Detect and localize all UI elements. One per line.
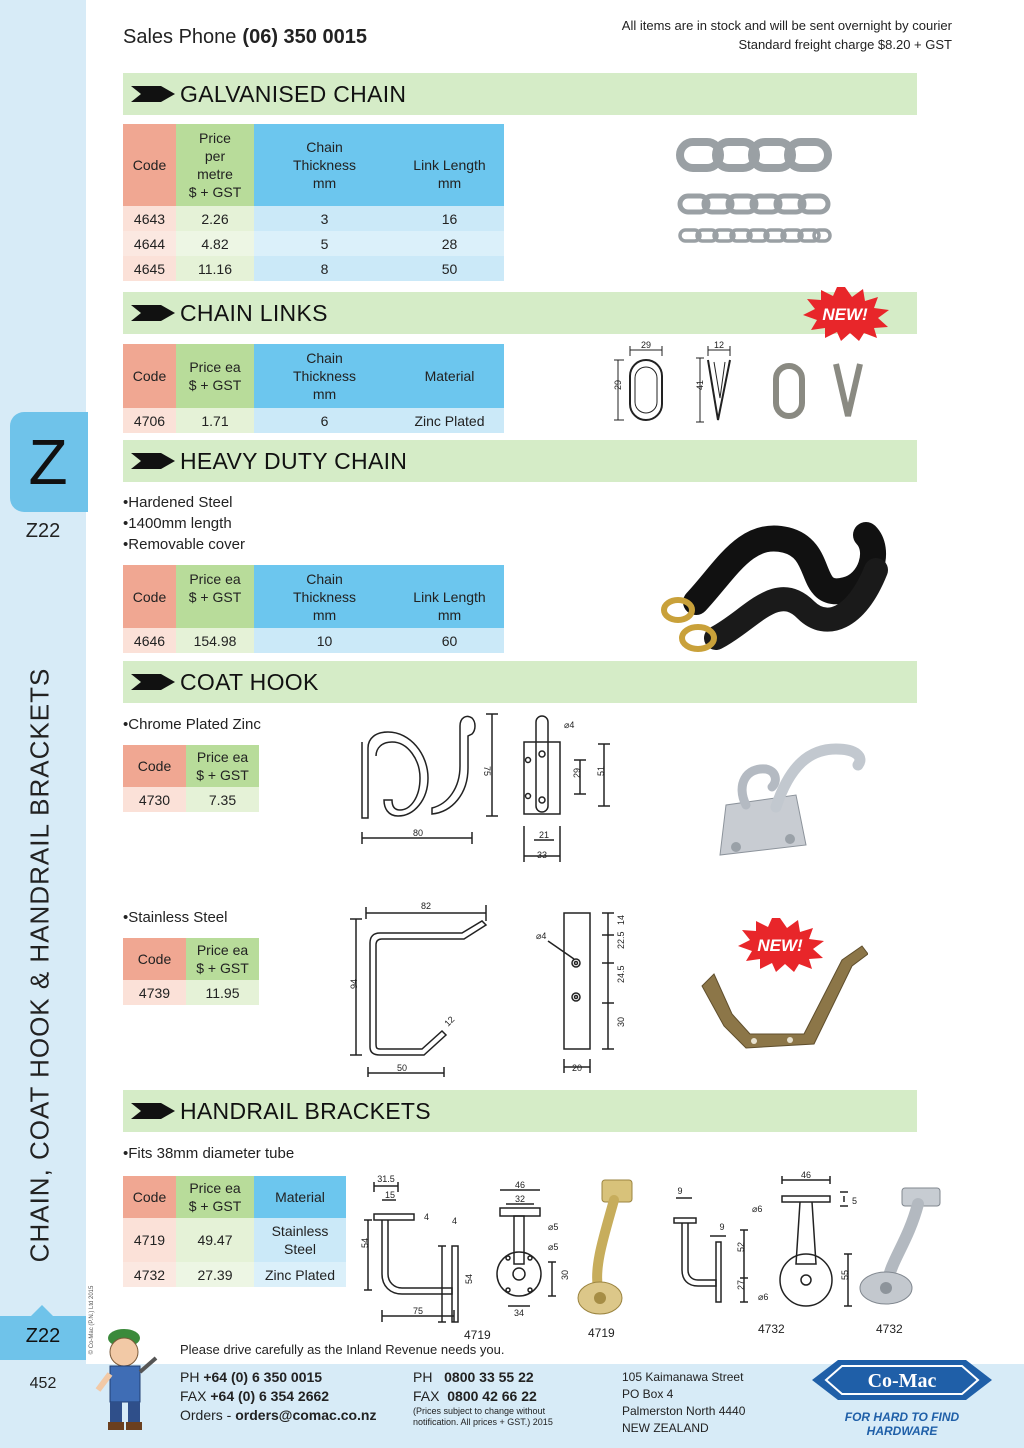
dim-label: 29 — [572, 767, 582, 778]
dim-label: 30 — [560, 1269, 570, 1280]
cell-link-length: 50 — [395, 256, 504, 281]
coat-hook-stainless-drawing — [340, 895, 640, 1077]
copyright-text: © Co-Mac (P.N.) Ltd 2015 — [89, 1285, 95, 1355]
col-price: Price ea $ + GST — [176, 1176, 254, 1218]
heavy-duty-features — [123, 492, 245, 555]
dim-label: 15 — [384, 1190, 396, 1200]
coat-hook-zinc-drawing — [348, 708, 618, 864]
col-material: Material — [395, 344, 504, 408]
dim-label: 46 — [800, 1170, 812, 1180]
dim-label: 80 — [412, 828, 424, 838]
table-row[interactable] — [123, 231, 504, 256]
table-row[interactable] — [123, 787, 259, 812]
page-number: 452 — [29, 1375, 57, 1392]
cell-material: Zinc Plated — [395, 408, 504, 433]
arrow-icon — [131, 86, 175, 102]
dim-label: 33 — [536, 850, 548, 860]
mascot-icon — [90, 1322, 162, 1432]
arrow-icon — [131, 1103, 175, 1119]
dim-label: ⌀5 — [548, 1222, 559, 1232]
dim-label: 9 — [719, 1222, 725, 1232]
dim-label: ⌀4 — [564, 720, 575, 730]
cell-code: 4643 — [123, 206, 176, 231]
section-bar-galvanised — [123, 73, 917, 115]
arrow-icon — [131, 453, 175, 469]
coat-hook-stainless-table — [123, 938, 259, 1005]
feature-item: • 1400mm length — [123, 513, 245, 534]
cell-code: 4730 — [123, 787, 186, 812]
cell-price: 11.95 — [186, 980, 259, 1005]
cell-code: 4645 — [123, 256, 176, 281]
fax2-number[interactable]: 0800 42 66 22 — [447, 1388, 537, 1404]
sidebar-title-text: CHAIN, COAT HOOK & HANDRAIL BRACKETS — [24, 667, 55, 1263]
chain-links-drawing — [604, 338, 874, 428]
dim-label: 29 — [613, 379, 623, 390]
cell-price: 154.98 — [176, 628, 254, 653]
dim-label: 14 — [616, 914, 626, 925]
col-price: Price ea $ + GST — [186, 745, 259, 787]
cell-code: 4706 — [123, 408, 176, 433]
dim-label: ⌀4 — [536, 931, 547, 941]
col-code: Code — [123, 938, 186, 980]
col-thickness: Chain Thickness mm — [254, 565, 395, 628]
ph2-label: PH — [413, 1369, 433, 1385]
cell-thickness: 8 — [254, 256, 395, 281]
cell-code: 4719 — [123, 1218, 176, 1262]
dim-label: 24.5 — [616, 965, 626, 983]
feature-item: • Removable cover — [123, 534, 245, 555]
handrail-4719-photo — [574, 1176, 644, 1322]
bottom-code: Z22 — [25, 1325, 61, 1347]
caption-4719-drawing: 4719 — [464, 1328, 491, 1342]
dim-label: 5 — [852, 1196, 858, 1206]
dim-label: 20 — [571, 1063, 583, 1073]
dim-label: 55 — [840, 1269, 850, 1280]
notice-line-2: Standard freight charge $8.20 + GST — [738, 37, 952, 52]
cell-thickness: 10 — [254, 628, 395, 653]
section-bar-coat-hook — [123, 661, 917, 703]
new-badge-label: NEW! — [822, 305, 868, 324]
cell-code: 4646 — [123, 628, 176, 653]
cell-price: 4.82 — [176, 231, 254, 256]
col-code: Code — [123, 124, 176, 206]
heavy-duty-table — [123, 565, 504, 653]
dim-label: 54 — [360, 1237, 370, 1248]
cell-code: 4732 — [123, 1262, 176, 1287]
dim-value: 4 — [569, 720, 575, 730]
logo-text: Co-Mac — [867, 1370, 937, 1392]
cell-price: 11.16 — [176, 256, 254, 281]
heavy-duty-chain-photo — [656, 510, 888, 656]
cell-code: 4644 — [123, 231, 176, 256]
col-link-length: Link Length mm — [395, 565, 504, 628]
arrow-icon — [131, 305, 175, 321]
new-badge-label: NEW! — [757, 936, 803, 955]
dim-label: 30 — [616, 1016, 626, 1027]
shipping-notice — [622, 16, 952, 54]
cell-price: 27.39 — [176, 1262, 254, 1287]
dim-label: 34 — [513, 1308, 525, 1318]
galvanised-chain-photo — [676, 132, 836, 250]
dim-label: 29 — [640, 340, 652, 350]
notice-line-1: All items are in stock and will be sent overnight by courier — [621, 18, 952, 33]
table-row[interactable] — [123, 628, 504, 653]
col-code: Code — [123, 1176, 176, 1218]
table-row[interactable] — [123, 408, 504, 433]
fax2-label: FAX — [413, 1388, 440, 1404]
coat-hook-zinc-feature — [123, 714, 261, 735]
cell-price: 2.26 — [176, 206, 254, 231]
col-price: Price per metre $ + GST — [176, 124, 254, 206]
cell-thickness: 5 — [254, 231, 395, 256]
price-note: (Prices subject to change without notification. All prices + GST.) 2015 — [413, 1406, 553, 1427]
dim-value: 5 — [553, 1222, 559, 1232]
col-material: Material — [254, 1176, 346, 1218]
galvanised-table — [123, 124, 504, 281]
sales-phone-number[interactable]: (06) 350 0015 — [242, 26, 367, 48]
handrail-4732-photo — [856, 1182, 948, 1312]
section-title: GALVANISED CHAIN — [180, 81, 407, 107]
handrail-4732-drawing — [668, 1170, 868, 1320]
dim-value: 5 — [553, 1242, 559, 1252]
address-line: NEW ZEALAND — [622, 1421, 709, 1435]
coat-hook-stainless-photo — [692, 940, 868, 1072]
col-thickness: Chain Thickness mm — [254, 344, 395, 408]
fax-number[interactable]: +64 (0) 6 354 2662 — [210, 1388, 330, 1404]
footer-address — [622, 1369, 745, 1437]
dim-label: 75 — [412, 1306, 424, 1316]
orders-email[interactable]: orders@comac.co.nz — [235, 1407, 377, 1423]
coat-hook-zinc-table — [123, 745, 259, 812]
orders-label: Orders - — [180, 1407, 232, 1423]
table-row[interactable] — [123, 1262, 346, 1287]
dim-label: 4 — [424, 1212, 430, 1222]
cell-price: 1.71 — [176, 408, 254, 433]
dim-label: 9 — [677, 1186, 683, 1196]
cell-link-length: 60 — [395, 628, 504, 653]
col-price: Price ea $ + GST — [176, 565, 254, 628]
col-thickness: Chain Thickness mm — [254, 124, 395, 206]
section-title: CHAIN LINKS — [180, 300, 328, 326]
chain-links-table — [123, 344, 504, 433]
address-line: 105 Kaimanawa Street — [622, 1370, 744, 1384]
dim-value: 6 — [763, 1292, 769, 1302]
comac-logo[interactable] — [812, 1354, 992, 1406]
section-bar-heavy-duty — [123, 440, 917, 482]
dim-label: 82 — [420, 901, 432, 911]
dim-label: 52 — [736, 1241, 746, 1252]
ph2-number[interactable]: 0800 33 55 22 — [444, 1369, 534, 1385]
col-price: Price ea $ + GST — [176, 344, 254, 408]
sales-label: Sales Phone — [123, 26, 237, 48]
dim-label: 32 — [514, 1194, 526, 1204]
col-code: Code — [123, 344, 176, 408]
cell-link-length: 16 — [395, 206, 504, 231]
table-row[interactable] — [123, 1218, 346, 1262]
dim-label: 54 — [464, 1273, 474, 1284]
sales-phone — [123, 26, 367, 49]
dim-label: 21 — [538, 830, 550, 840]
footer-contact — [180, 1368, 377, 1425]
section-letter: Z — [28, 426, 68, 498]
cell-link-length: 28 — [395, 231, 504, 256]
dim-label: 12 — [442, 1014, 457, 1029]
feature-item: • Chrome Plated Zinc — [123, 714, 261, 735]
coat-hook-stainless-feature — [123, 907, 228, 928]
coat-hook-zinc-photo — [706, 735, 872, 867]
section-title: HANDRAIL BRACKETS — [180, 1098, 431, 1124]
feature-item: • Hardened Steel — [123, 492, 245, 513]
dim-label: 4 — [452, 1216, 458, 1226]
feature-item: • Fits 38mm diameter tube — [123, 1143, 294, 1164]
dim-label: 51 — [596, 765, 606, 776]
ph-label: PH — [180, 1369, 200, 1385]
dim-label: 27 — [736, 1279, 746, 1290]
handrail-4719-drawing — [352, 1170, 578, 1330]
new-badge — [797, 285, 893, 341]
cell-thickness: 6 — [254, 408, 395, 433]
dim-label: ⌀5 — [548, 1242, 559, 1252]
footer-slogan: Please drive carefully as the Inland Revenue needs you. — [180, 1342, 505, 1357]
cell-price: 7.35 — [186, 787, 259, 812]
cell-material: Zinc Plated — [254, 1262, 346, 1287]
handrail-feature — [123, 1143, 294, 1164]
col-code: Code — [123, 565, 176, 628]
address-line: PO Box 4 — [622, 1387, 674, 1401]
cell-price: 49.47 — [176, 1218, 254, 1262]
feature-item: • Stainless Steel — [123, 907, 228, 928]
section-title: HEAVY DUTY CHAIN — [180, 448, 408, 474]
dim-value: 4 — [541, 931, 547, 941]
col-code: Code — [123, 745, 186, 787]
ph-number[interactable]: +64 (0) 6 350 0015 — [203, 1369, 323, 1385]
dim-label: 75 — [482, 766, 492, 777]
section-title: COAT HOOK — [180, 669, 319, 695]
dim-label: ⌀6 — [752, 1204, 763, 1214]
cell-code: 4739 — [123, 980, 186, 1005]
caption-4732-photo: 4732 — [876, 1322, 903, 1336]
cell-thickness: 3 — [254, 206, 395, 231]
table-row[interactable] — [123, 256, 504, 281]
footer-freephone — [413, 1368, 583, 1428]
fax-label: FAX — [180, 1388, 207, 1404]
dim-label: 94 — [349, 978, 359, 989]
dim-value: 6 — [757, 1204, 763, 1214]
handrail-table — [123, 1176, 346, 1287]
dim-label: 41 — [695, 379, 705, 390]
address-line: Palmerston North 4440 — [622, 1404, 746, 1418]
table-row[interactable] — [123, 206, 504, 231]
logo-tagline: FOR HARD TO FIND HARDWARE — [844, 1410, 960, 1438]
dim-label: 22.5 — [616, 931, 626, 949]
table-row[interactable] — [123, 980, 259, 1005]
dim-label: 46 — [514, 1180, 526, 1190]
col-link-length: Link Length mm — [395, 124, 504, 206]
col-price: Price ea $ + GST — [186, 938, 259, 980]
caption-4732-drawing: 4732 — [758, 1322, 785, 1336]
cell-material: Stainless Steel — [254, 1218, 346, 1262]
dim-label: 50 — [396, 1063, 408, 1073]
section-bar-handrail — [123, 1090, 917, 1132]
dim-label: 31.5 — [377, 1174, 395, 1184]
arrow-icon — [131, 674, 175, 690]
section-code: Z22 — [25, 520, 61, 542]
caption-4719-photo: 4719 — [588, 1326, 615, 1340]
dim-label: 12 — [713, 340, 725, 350]
dim-label: ⌀6 — [758, 1292, 769, 1302]
